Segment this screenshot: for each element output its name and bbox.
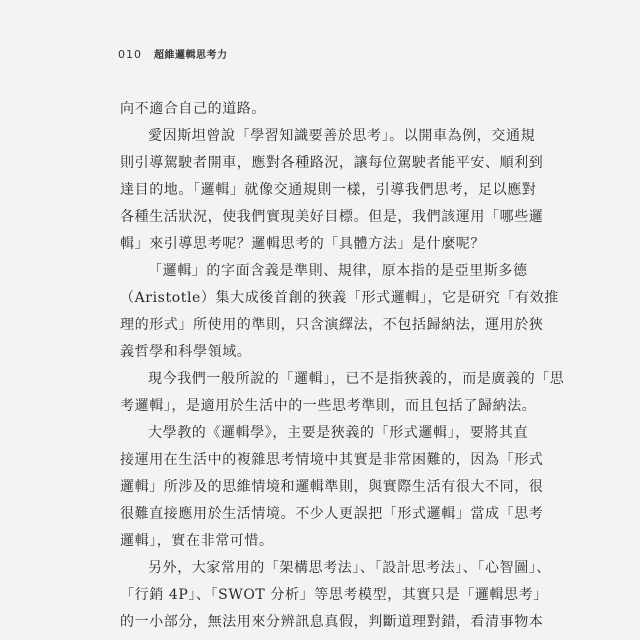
text-line: 「邏輯」的字面含義是準則、規律，原本指的是亞里斯多德: [148, 263, 528, 279]
text-line: 「行銷 4P」、「SWOT 分析」等思考模型，其實只是「邏輯思考」: [120, 587, 548, 603]
text-line: 向不適合自己的道路。: [120, 101, 266, 117]
book-title: 超維邏輯思考力: [154, 50, 228, 61]
text-line: 接運用在生活中的複雜思考情境中其實是非常困難的，因為「形式: [120, 452, 544, 468]
text-line: 愛因斯坦曾說「學習知識要善於思考」。以開車為例，交通規: [148, 128, 536, 144]
text-line: 現今我們一般所說的「邏輯」，已不是指狹義的，而是廣義的「思: [148, 371, 565, 387]
text-line: 義哲學和科學領域。: [120, 344, 252, 360]
running-header: [118, 46, 228, 61]
text-line: 理的形式」所使用的準則，只含演繹法，不包括歸納法，運用於狹: [120, 317, 544, 333]
text-line: 的一小部分，無法用來分辨訊息真假，判斷道理對錯，看清事物本: [120, 614, 544, 630]
text-line: 則引導駕駛者開車，應對各種路況，讓每位駕駛者能平安、順利到: [120, 155, 544, 171]
text-line: 另外，大家常用的「架構思考法」、「設計思考法」、「心智圖」、: [148, 560, 551, 576]
text-line: 大學教的《邏輯學》，主要是狹義的「形式邏輯」，要將其直: [148, 425, 529, 441]
page-number: 010: [118, 48, 142, 61]
text-line: 很難直接應用於生活情境。不少人更誤把「形式邏輯」當成「思考: [120, 506, 544, 522]
text-line: 輯」來引導思考呢？邏輯思考的「具體方法」是什麼呢？: [120, 236, 485, 252]
text-line: 考邏輯」，是適用於生活中的一些思考準則，而且包括了歸納法。: [120, 398, 537, 414]
text-line: 達目的地。「邏輯」就像交通規則一樣，引導我們思考，足以應對: [120, 182, 537, 198]
text-line: 邏輯」所涉及的思維情境和邏輯準則，與實際生活有很大不同，很: [120, 479, 544, 495]
body-text: [120, 96, 565, 636]
text-line: （Aristotle）集大成後首創的狹義「形式邏輯」，它是研究「有效推: [120, 290, 559, 306]
text-line: 邏輯」，實在非常可惜。: [120, 533, 274, 549]
text-line: 各種生活狀況，使我們實現美好目標。但是，我們該運用「哪些邏: [120, 209, 544, 225]
